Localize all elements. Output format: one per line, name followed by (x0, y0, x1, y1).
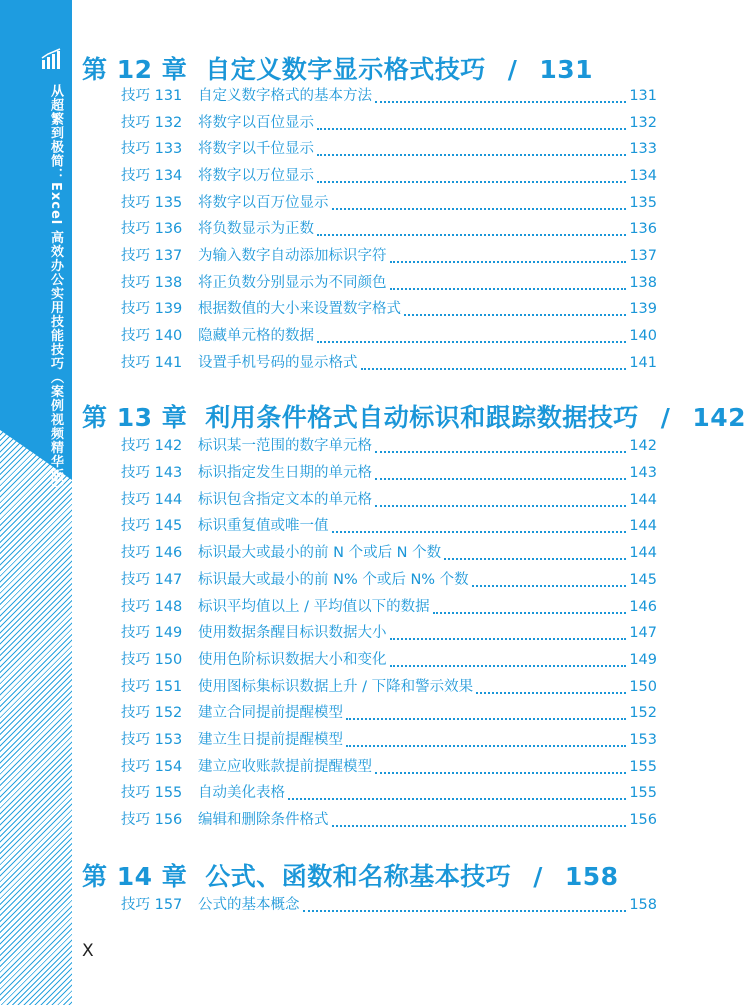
toc-entry[interactable] (121, 676, 657, 698)
dot-leader (317, 127, 626, 130)
dot-leader (472, 584, 627, 587)
page-number: X (82, 941, 94, 961)
toc-entry[interactable] (121, 352, 657, 374)
chapter-title: 公式、函数和名称基本技巧 (205, 862, 512, 891)
entry-page: 144 (629, 518, 657, 534)
toc-entry[interactable] (121, 138, 657, 160)
entry-title: 标识某一范围的数字单元格 (198, 438, 372, 454)
entry-title: 将正负数分别显示为不同颜色 (198, 275, 387, 291)
toc-entry[interactable] (121, 245, 657, 267)
entry-number: 技巧 133 (121, 141, 183, 157)
dot-leader (303, 909, 627, 912)
dot-leader (404, 313, 626, 316)
chapter-heading (82, 398, 746, 434)
chapter-title: 利用条件格式自动标识和跟踪数据技巧 (205, 403, 639, 432)
entry-number: 技巧 142 (121, 438, 183, 454)
chapter-page: 158 (564, 862, 619, 891)
dot-leader (476, 691, 626, 694)
entry-page: 145 (629, 572, 657, 588)
entry-page: 134 (629, 168, 657, 184)
chapter-label: 第 14 章 (82, 862, 188, 891)
entry-number: 技巧 146 (121, 545, 183, 561)
entry-title: 标识平均值以上 / 平均值以下的数据 (198, 599, 430, 615)
entry-number: 技巧 148 (121, 599, 183, 615)
dot-leader (332, 824, 627, 827)
toc-entry[interactable] (121, 622, 657, 644)
dot-leader (433, 611, 627, 614)
entry-title: 公式的基本概念 (198, 897, 300, 913)
entry-title: 将数字以千位显示 (198, 141, 314, 157)
entry-number: 技巧 149 (121, 625, 183, 641)
chapter-heading (82, 50, 593, 86)
entry-title: 将数字以百位显示 (198, 115, 314, 131)
entry-page: 152 (629, 705, 657, 721)
toc-entry[interactable] (121, 729, 657, 751)
toc-entry[interactable] (121, 85, 657, 107)
entry-page: 153 (629, 732, 657, 748)
entry-title: 建立合同提前提醒模型 (198, 705, 343, 721)
entry-title: 设置手机号码的显示格式 (198, 355, 358, 371)
entry-number: 技巧 136 (121, 221, 183, 237)
entry-number: 技巧 139 (121, 301, 183, 317)
entry-title: 建立应收账款提前提醒模型 (198, 759, 372, 775)
entry-title: 标识指定发生日期的单元格 (198, 465, 372, 481)
dot-leader (375, 504, 626, 507)
dot-leader (346, 744, 626, 747)
toc-entry[interactable] (121, 489, 657, 511)
dot-leader (317, 180, 626, 183)
entry-page: 144 (629, 492, 657, 508)
dot-leader (361, 367, 627, 370)
dot-leader (375, 477, 626, 480)
dot-leader (375, 771, 626, 774)
entry-page: 142 (629, 438, 657, 454)
entry-title: 标识最大或最小的前 N% 个或后 N% 个数 (198, 572, 469, 588)
entry-page: 144 (629, 545, 657, 561)
dot-leader (288, 797, 626, 800)
dot-leader (375, 100, 626, 103)
entry-title: 建立生日提前提醒模型 (198, 732, 343, 748)
entry-page: 132 (629, 115, 657, 131)
entry-number: 技巧 152 (121, 705, 183, 721)
chapter-page: 142 (692, 403, 747, 432)
chapter-title: 自定义数字显示格式技巧 (205, 55, 486, 84)
toc-entry[interactable] (121, 218, 657, 240)
entry-page: 137 (629, 248, 657, 264)
entry-number: 技巧 141 (121, 355, 183, 371)
book-title: 从超繁到极简：Excel 高效办公实用技能技巧（案例视频精华版） (48, 84, 63, 497)
toc-entry[interactable] (121, 649, 657, 671)
entry-title: 将数字以万位显示 (198, 168, 314, 184)
entry-page: 140 (629, 328, 657, 344)
entry-title: 将负数显示为正数 (198, 221, 314, 237)
toc-entry[interactable] (121, 435, 657, 457)
dot-leader (317, 153, 626, 156)
chapter-separator: / (507, 55, 518, 84)
entry-number: 技巧 157 (121, 897, 183, 913)
entry-page: 143 (629, 465, 657, 481)
toc-entry[interactable] (121, 702, 657, 724)
entry-number: 技巧 153 (121, 732, 183, 748)
entry-page: 158 (629, 897, 657, 913)
dot-leader (375, 450, 626, 453)
entry-number: 技巧 132 (121, 115, 183, 131)
toc-entry[interactable] (121, 569, 657, 591)
entry-number: 技巧 143 (121, 465, 183, 481)
entry-title: 标识重复值或唯一值 (198, 518, 329, 534)
entry-page: 131 (629, 88, 657, 104)
dot-leader (390, 287, 627, 290)
entry-page: 149 (629, 652, 657, 668)
entry-number: 技巧 137 (121, 248, 183, 264)
entry-page: 133 (629, 141, 657, 157)
dot-leader (332, 530, 627, 533)
dot-leader (317, 233, 626, 236)
toc-entry[interactable] (121, 782, 657, 804)
toc-entry[interactable] (121, 272, 657, 294)
chapter-separator: / (533, 862, 543, 891)
toc-entry[interactable] (121, 165, 657, 187)
entry-page: 150 (629, 679, 657, 695)
entry-title: 自定义数字格式的基本方法 (198, 88, 372, 104)
dot-leader (444, 557, 626, 560)
entry-title: 为输入数字自动添加标识字符 (198, 248, 387, 264)
toc-entry[interactable] (121, 542, 657, 564)
entry-page: 146 (629, 599, 657, 615)
entry-number: 技巧 155 (121, 785, 183, 801)
entry-title: 隐藏单元格的数据 (198, 328, 314, 344)
entry-page: 136 (629, 221, 657, 237)
chapter-label: 第 13 章 (82, 403, 188, 432)
toc-entry[interactable] (121, 894, 657, 916)
entry-title: 编辑和删除条件格式 (198, 812, 329, 828)
toc-entry[interactable] (121, 515, 657, 537)
entry-page: 135 (629, 195, 657, 211)
entry-page: 139 (629, 301, 657, 317)
entry-page: 155 (629, 759, 657, 775)
entry-page: 147 (629, 625, 657, 641)
toc-entry[interactable] (121, 298, 657, 320)
entry-number: 技巧 156 (121, 812, 183, 828)
dot-leader (390, 637, 627, 640)
entry-title: 标识最大或最小的前 N 个或后 N 个数 (198, 545, 442, 561)
dot-leader (332, 207, 627, 210)
entry-number: 技巧 144 (121, 492, 183, 508)
toc-entry[interactable] (121, 809, 657, 831)
toc-entry[interactable] (121, 756, 657, 778)
entry-title: 使用数据条醒目标识数据大小 (198, 625, 387, 641)
chapter-page: 131 (539, 55, 594, 84)
dot-leader (390, 260, 627, 263)
toc-entry[interactable] (121, 462, 657, 484)
entry-number: 技巧 138 (121, 275, 183, 291)
entry-page: 138 (629, 275, 657, 291)
entry-number: 技巧 135 (121, 195, 183, 211)
toc-entry[interactable] (121, 596, 657, 618)
entry-title: 标识包含指定文本的单元格 (198, 492, 372, 508)
chapter-label: 第 12 章 (82, 55, 188, 84)
entry-title: 使用色阶标识数据大小和变化 (198, 652, 387, 668)
entry-title: 自动美化表格 (198, 785, 285, 801)
entry-number: 技巧 151 (121, 679, 183, 695)
entry-number: 技巧 150 (121, 652, 183, 668)
chapter-heading (82, 857, 619, 893)
dot-leader (346, 717, 626, 720)
toc-entry[interactable] (121, 325, 657, 347)
toc-entry[interactable] (121, 112, 657, 134)
chapter-separator: / (660, 403, 671, 432)
entry-page: 141 (629, 355, 657, 371)
entry-page: 155 (629, 785, 657, 801)
entry-number: 技巧 145 (121, 518, 183, 534)
dot-leader (317, 340, 626, 343)
entry-title: 根据数值的大小来设置数字格式 (198, 301, 401, 317)
entry-title: 使用图标集标识数据上升 / 下降和警示效果 (198, 679, 474, 695)
dot-leader (390, 664, 627, 667)
toc-entry[interactable] (121, 192, 657, 214)
entry-number: 技巧 154 (121, 759, 183, 775)
entry-number: 技巧 134 (121, 168, 183, 184)
entry-number: 技巧 147 (121, 572, 183, 588)
entry-page: 156 (629, 812, 657, 828)
entry-number: 技巧 140 (121, 328, 183, 344)
entry-title: 将数字以百万位显示 (198, 195, 329, 211)
entry-number: 技巧 131 (121, 88, 183, 104)
